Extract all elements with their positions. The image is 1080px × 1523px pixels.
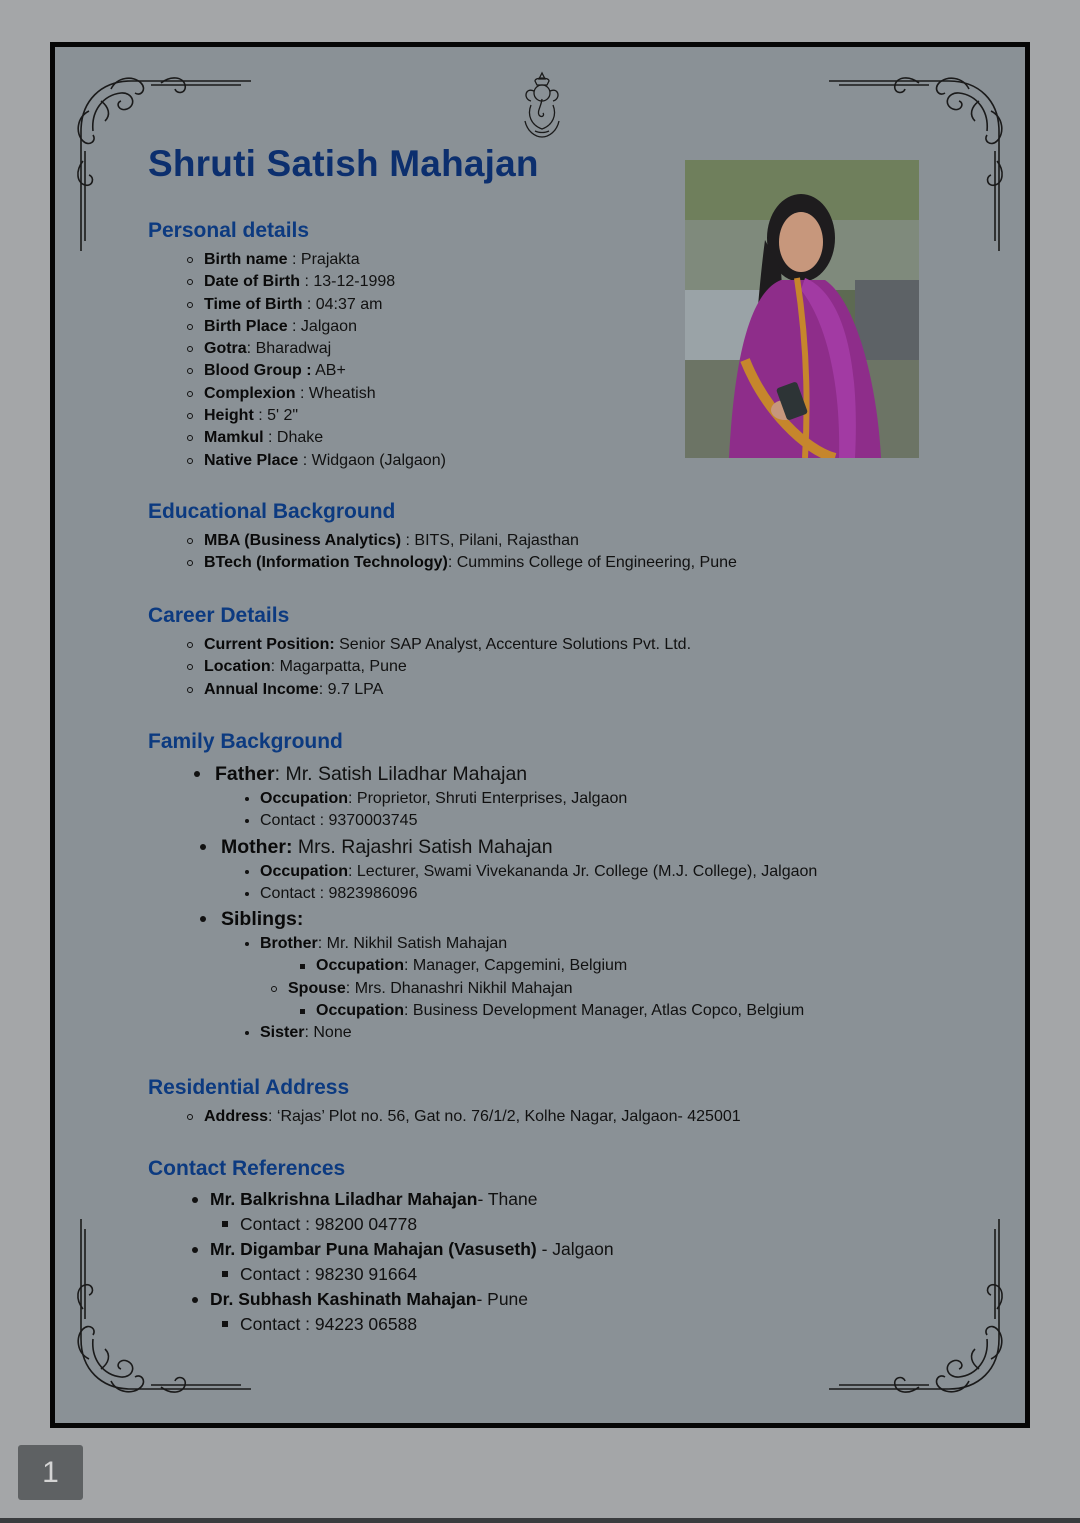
section-career — [148, 604, 691, 701]
list-item: Blood Group : AB+ — [148, 360, 446, 382]
list-item: MBA (Business Analytics) : BITS, Pilani, Rajasthan — [148, 530, 737, 552]
ganesha-icon — [517, 71, 567, 139]
section-address — [148, 1076, 741, 1128]
section-heading: Career Details — [148, 604, 290, 627]
bottom-divider — [0, 1518, 1080, 1523]
list-item: Height : 5' 2" — [148, 405, 446, 427]
list-item: Gotra: Bharadwaj — [148, 338, 446, 360]
section-heading: Family Background — [148, 730, 343, 753]
section-heading: Personal details — [148, 219, 310, 242]
section-heading: Educational Background — [148, 500, 396, 523]
list-item: Occupation: Business Development Manager, Atlas Copco, Belgium — [148, 1000, 817, 1022]
list-item: Complexion : Wheatish — [148, 383, 446, 405]
page-title: Shruti Satish Mahajan — [148, 143, 539, 184]
list-item: Address: ‘Rajas’ Plot no. 56, Gat no. 76/1/2, Kolhe Nagar, Jalgaon- 425001 — [148, 1106, 741, 1128]
list-item: Father: Mr. Satish Liladhar Mahajan — [148, 760, 817, 788]
biodata-page — [50, 42, 1030, 1428]
list-item: Native Place : Widgaon (Jalgaon) — [148, 450, 446, 472]
section-heading: Residential Address — [148, 1076, 350, 1099]
profile-photo — [685, 160, 919, 458]
ornament-corner-icon — [819, 1209, 1009, 1399]
page-number-badge[interactable]: 1 — [18, 1445, 83, 1500]
list-item: Contact : 94223 06588 — [148, 1312, 614, 1337]
list-item: Contact : 98200 04778 — [148, 1212, 614, 1237]
list-item: Contact : 98230 91664 — [148, 1262, 614, 1287]
list-item: Mamkul : Dhake — [148, 427, 446, 449]
list-item: Occupation: Manager, Capgemini, Belgium — [148, 955, 817, 977]
list-item: Birth Place : Jalgaon — [148, 316, 446, 338]
list-item: Current Position: Senior SAP Analyst, Accenture Solutions Pvt. Ltd. — [148, 634, 691, 656]
list-item: Spouse: Mrs. Dhanashri Nikhil Mahajan — [148, 978, 817, 1000]
list-item: Dr. Subhash Kashinath Mahajan- Pune — [148, 1287, 614, 1312]
list-item: Date of Birth : 13-12-1998 — [148, 271, 446, 293]
list-item: Birth name : Prajakta — [148, 249, 446, 271]
list-item: Time of Birth : 04:37 am — [148, 294, 446, 316]
list-item: Occupation: Proprietor, Shruti Enterprises, Jalgaon — [148, 788, 817, 810]
list-item: Siblings: — [148, 905, 817, 933]
list-item: Annual Income: 9.7 LPA — [148, 679, 691, 701]
list-item: Contact : 9370003745 — [148, 810, 817, 832]
list-item: Sister: None — [148, 1022, 817, 1044]
section-heading: Contact References — [148, 1157, 346, 1180]
section-education — [148, 500, 737, 575]
section-family — [148, 730, 817, 1045]
list-item: BTech (Information Technology): Cummins College of Engineering, Pune — [148, 552, 737, 574]
section-personal-details — [148, 219, 446, 472]
list-item: Mr. Digambar Puna Mahajan (Vasuseth) - Jalgaon — [148, 1237, 614, 1262]
list-item: Location: Magarpatta, Pune — [148, 656, 691, 678]
list-item: Occupation: Lecturer, Swami Vivekananda Jr. College (M.J. College), Jalgaon — [148, 861, 817, 883]
section-references — [148, 1157, 614, 1337]
list-item: Brother: Mr. Nikhil Satish Mahajan — [148, 933, 817, 955]
list-item: Mother: Mrs. Rajashri Satish Mahajan — [148, 833, 817, 861]
list-item: Mr. Balkrishna Liladhar Mahajan- Thane — [148, 1187, 614, 1212]
list-item: Contact : 9823986096 — [148, 883, 817, 905]
